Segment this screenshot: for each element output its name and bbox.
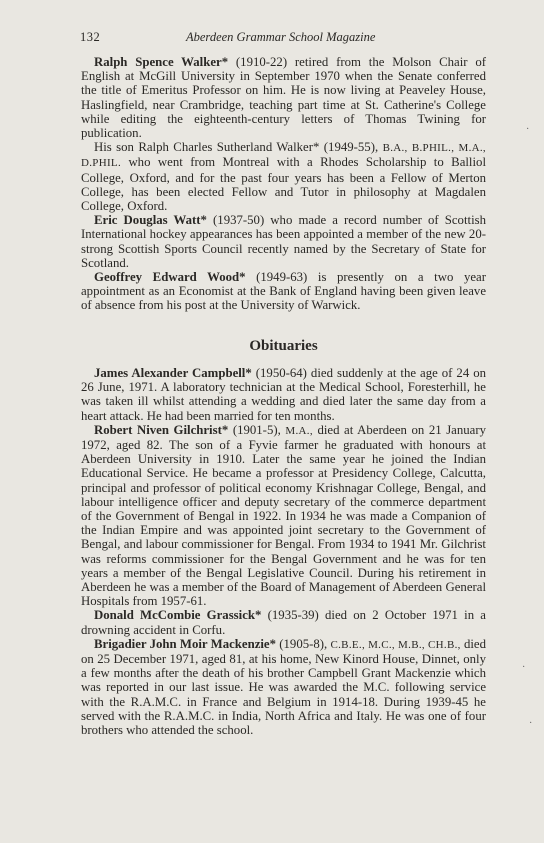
obituary-paragraph	[81, 366, 486, 423]
years: (1901-5),	[232, 422, 281, 437]
page-number: 132	[80, 30, 101, 44]
note-paragraph	[81, 270, 486, 313]
notes-section	[81, 55, 486, 313]
person-name: Eric Douglas Watt*	[94, 213, 207, 228]
note-paragraph	[81, 55, 486, 140]
note-paragraph	[81, 213, 486, 270]
degrees: B.A., B.PHIL., M.A., D.PHIL.	[81, 142, 486, 170]
obituary-paragraph	[81, 608, 486, 636]
note-text: (1949-63) is presently on a two year appointment as an Economist at the Bank of England having been given leave of absence from his post at the University of Warwick.	[81, 270, 486, 313]
margin-speck: ·	[526, 124, 530, 135]
obituary-paragraph	[81, 423, 486, 609]
person-name: Geoffrey Edward Wood*	[94, 270, 246, 285]
margin-speck: ·	[529, 718, 533, 729]
obituary-text: (1935-39) died on 2 October 1971 in a drowning accident in Corfu.	[81, 608, 486, 637]
obituaries-heading: Obituaries	[249, 338, 318, 354]
obituary-text: died at Aberdeen on 21 January 1972, aged 82. The son of a Fyvie farmer he graduated with honours at Aberdeen University in 1910. Later the same year he joined the Indian Educational Service. He became a professor at Presidency College, Calcutta, principal and professor of political economy Krishnagar College, Bengal, and labour intelligence officer and deputy secretary of the commerce department of the Government of Bengal in 1922. In 1934 he was made a Companion of the Indian Empire and was appointed joint secretary to the Government of Bengal, and labour commissioner for Bengal. From 1934 to 1941 Mr. Gilchrist was reforms commissioner for the Bengal Government and he was for ten years a member of the Bengal Legislative Council. During his retirement in Aberdeen he was a member of the Board of Management of Aberdeen General Hospitals from 1957-61.	[81, 422, 486, 609]
note-text: who went from Montreal with a Rhodes Scholarship to Balliol College, Oxford, and for the past four years has been a Fellow of Merton College, has been elected Fellow and Tutor in philosophy at Magdalen College, Oxford.	[81, 155, 486, 214]
degrees: C.B.E., M.C., M.B., CH.B.,	[330, 638, 461, 651]
running-header	[80, 30, 480, 48]
person-name: Ralph Spence Walker*	[94, 55, 229, 69]
degrees: M.A.,	[285, 424, 313, 437]
person-name: Brigadier John Moir Mackenzie*	[94, 636, 277, 651]
person-name: Donald McCombie Grassick*	[94, 608, 262, 623]
person-name: Robert Niven Gilchrist*	[94, 422, 229, 437]
note-lead: His son Ralph Charles Sutherland Walker* (1949-55),	[94, 140, 379, 155]
margin-speck: ·	[522, 662, 526, 673]
running-title: Aberdeen Grammar School Magazine	[186, 30, 376, 44]
person-name: James Alexander Campbell*	[94, 366, 252, 380]
obituary-text: (1950-64) died suddenly at the age of 24 on 26 June, 1971. A laboratory technician at the Medical School, Foresterhill, he was taken ill whilst attending a wedding and died later the same day from a heart attack. He had been married for ten months.	[81, 366, 487, 423]
note-text: (1910-22) retired from the Molson Chair of English at McGill University in September 1970 when the Senate conferred the title of Emeritus Professor on him. He is now living at Peaveley House, Haslingfield, near Crambridge, teaching part time at St. Catherine's College while editing the eighteenth-century letters of Thomas Twining for publication.	[81, 55, 486, 141]
obituary-text: died on 25 December 1971, aged 81, at his home, New Kinord House, Dinnet, only a few months after the death of his brother Campbell Grant Mackenzie which was reported in our last issue. He was awarded the M.C. following service with the R.A.M.C. in France and Belgium in 1914-18. During 1939-45 he served with the R.A.M.C. in India, North Africa and Italy. He was one of four brothers who attended the school.	[81, 636, 486, 738]
note-paragraph	[81, 140, 486, 213]
obituaries-section	[81, 366, 486, 737]
note-text: (1937-50) who made a record number of Scottish International hockey appearances has been appointed a member of the new 20-strong Scottish Sports Council recently named by the Secretary of State for Scotland.	[81, 213, 487, 270]
years: (1905-8),	[279, 636, 328, 651]
obituary-paragraph	[81, 637, 486, 737]
